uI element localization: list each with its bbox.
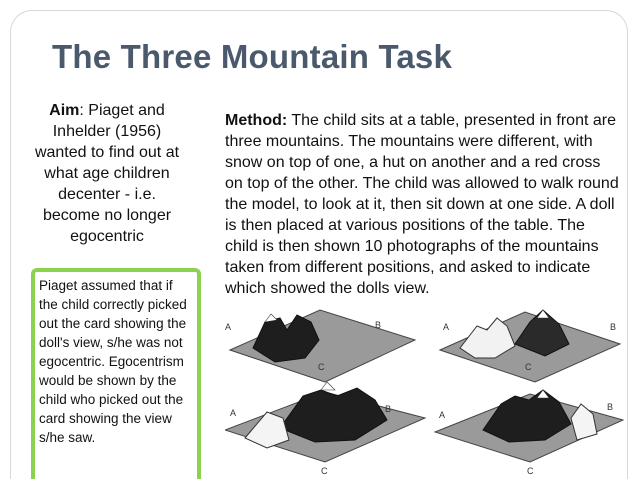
panel-3-label-b: B <box>385 404 392 414</box>
assumption-note-text: Piaget assumed that if the child correctly picked out the card showing the doll's view, s/he was not egocentric. Egocentrism would be shown by the child who picked out the card showing the view s/he saw. <box>39 278 187 445</box>
assumption-note-box <box>31 268 201 479</box>
mountain-panel-2 <box>440 310 620 382</box>
aim-body: : Piaget and Inhelder (1956) wanted to find out at what age children decenter - i.e. become no longer egocentric <box>34 102 180 245</box>
panel-4-label-b: B <box>607 402 614 412</box>
panel-1-label-a: A <box>225 322 232 332</box>
panel-1-label-c: C <box>318 362 325 372</box>
slide-title: The Three Mountain Task <box>52 38 453 75</box>
aim-label: Aim <box>49 102 80 119</box>
aim-text <box>32 100 182 247</box>
method-body: The child sits at a table, presented in front are three mountains. The mountains were different, with snow on top of one, a hut on another and a red cross on top of the other. The child was allowed to walk round the model, to look at it, then sit down at one side. A doll is then placed at various positions of the table. The child is then shown 10 photographs of the mountains taken from different positions, and asked to indicate which showed the dolls view. <box>225 112 619 297</box>
panel-4-label-a: A <box>439 410 446 420</box>
mountain-panel-4 <box>435 390 623 476</box>
panel-2-label-b: B <box>610 322 617 332</box>
panel-4-label-c: C <box>527 466 534 476</box>
panel-1-label-b: B <box>375 320 382 330</box>
panel-2-label-c: C <box>525 362 532 372</box>
panel-3-label-a: A <box>230 408 237 418</box>
method-text <box>225 110 620 299</box>
mountain-panel-1 <box>225 310 415 382</box>
panel-3-label-c: C <box>321 466 328 476</box>
mountain-panel-3 <box>225 382 425 476</box>
method-label: Method: <box>225 112 288 129</box>
panel-2-label-a: A <box>443 322 450 332</box>
three-mountains-figure <box>225 300 625 479</box>
